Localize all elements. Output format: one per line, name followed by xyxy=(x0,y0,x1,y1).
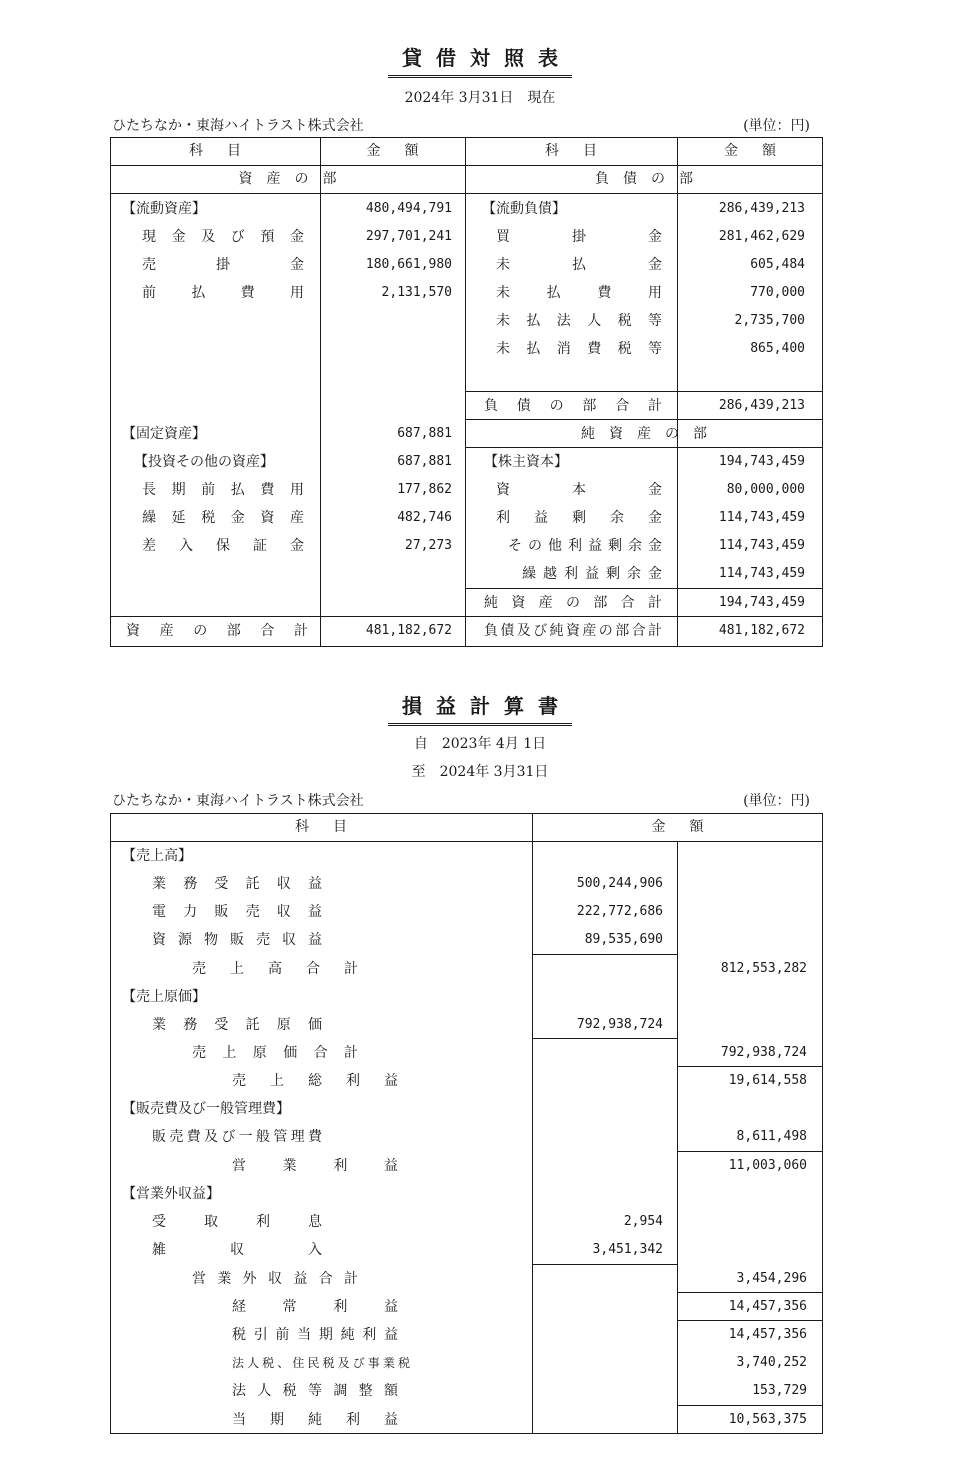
liability-row-label: 未払消費税等 xyxy=(496,341,662,357)
asset-row-label: 差入保証金 xyxy=(142,538,304,554)
net-assets-total-label: 純資産の部合計 xyxy=(484,595,662,611)
period-to: 至 2024年 3月31日 xyxy=(411,764,549,780)
asset-row-label: 現金及び預金 xyxy=(142,229,304,245)
income-tax-label: 法人税、住民税及び事業税 xyxy=(232,1356,410,1370)
net-income-amount: 10,563,375 xyxy=(728,1412,807,1427)
liability-row-label: 買掛金 xyxy=(496,229,662,245)
sales-item-label: 電力販売収益 xyxy=(152,904,322,920)
asset-row-amount: 482,746 xyxy=(397,510,452,525)
liability-row-amount: 770,000 xyxy=(750,285,805,300)
investment-assets-amount: 687,881 xyxy=(397,454,452,469)
capital-amount: 80,000,000 xyxy=(726,482,805,497)
equity-amount: 194,743,459 xyxy=(718,454,805,469)
cogs-total-label: 売上原価合計 xyxy=(192,1045,358,1061)
fixed-assets-amount: 687,881 xyxy=(397,426,452,441)
balance-sheet-date: 2024年 3月31日 現在 xyxy=(404,90,556,106)
liabilities-total-amount: 286,439,213 xyxy=(718,398,805,413)
grand-total-label: 負債及び純資産の部合計 xyxy=(484,623,662,639)
asset-row-label: 繰延税金資産 xyxy=(142,510,304,526)
bs-header-item-right: 科目 xyxy=(545,143,621,159)
tax-adjustment-amount: 153,729 xyxy=(752,1383,807,1398)
cogs-heading: 【売上原価】 xyxy=(122,989,206,1005)
sales-item-amount: 89,535,690 xyxy=(584,932,663,947)
carried-forward-label: 繰越利益剰余金 xyxy=(522,566,662,582)
pretax-income-amount: 14,457,356 xyxy=(728,1327,807,1342)
cogs-total-amount: 792,938,724 xyxy=(720,1045,807,1060)
sales-total-amount: 812,553,282 xyxy=(720,961,807,976)
other-retained-label: その他利益剰余金 xyxy=(508,538,662,554)
current-liabilities-label: 【流動負債】 xyxy=(482,201,566,217)
non-operating-item-amount: 2,954 xyxy=(623,1214,663,1229)
non-operating-item-label: 受取利息 xyxy=(152,1214,322,1230)
liability-row-amount: 865,400 xyxy=(750,341,805,356)
pl-unit-label: (単位：円) xyxy=(743,793,810,809)
sales-heading: 【売上高】 xyxy=(122,848,192,864)
equity-label: 【株主資本】 xyxy=(484,454,568,470)
grand-total-amount: 481,182,672 xyxy=(718,623,805,638)
current-liabilities-amount: 286,439,213 xyxy=(718,201,805,216)
carried-forward-amount: 114,743,459 xyxy=(718,566,805,581)
net-assets-total-amount: 194,743,459 xyxy=(718,595,805,610)
cogs-item-amount: 792,938,724 xyxy=(576,1017,663,1032)
asset-row-label: 長期前払費用 xyxy=(142,482,304,498)
operating-profit-label: 営業利益 xyxy=(232,1158,398,1174)
sga-item-label: 販売費及び一般管理費 xyxy=(152,1129,322,1145)
liability-row-amount: 2,735,700 xyxy=(734,313,805,328)
assets-total-amount: 481,182,672 xyxy=(365,623,452,638)
assets-total-label: 資産の部合計 xyxy=(126,623,308,639)
asset-row-amount: 177,862 xyxy=(397,482,452,497)
current-assets-amount: 480,494,791 xyxy=(365,201,452,216)
non-operating-item-label: 雑収入 xyxy=(152,1242,322,1258)
sales-item-label: 業務受託収益 xyxy=(152,876,322,892)
asset-row-amount: 297,701,241 xyxy=(365,229,452,244)
asset-row-label: 売掛金 xyxy=(142,257,304,273)
period-from: 自 2023年 4月 1日 xyxy=(413,736,547,752)
operating-profit-amount: 11,003,060 xyxy=(728,1158,807,1173)
retained-earnings-amount: 114,743,459 xyxy=(718,510,805,525)
bs-header-amount-right: 金額 xyxy=(724,143,800,159)
liabilities-section-heading: 負債の部 xyxy=(595,171,707,187)
non-operating-heading: 【営業外収益】 xyxy=(122,1186,220,1202)
liabilities-total-label: 負債の部合計 xyxy=(484,398,662,414)
pl-company-name: ひたちなか・東海ハイトラスト株式会社 xyxy=(112,793,364,809)
other-retained-amount: 114,743,459 xyxy=(718,538,805,553)
net-assets-section-heading: 純資産の部 xyxy=(581,426,721,442)
cogs-item-label: 業務受託原価 xyxy=(152,1017,322,1033)
non-operating-item-amount: 3,451,342 xyxy=(592,1242,663,1257)
ordinary-profit-label: 経常利益 xyxy=(232,1299,398,1315)
sga-item-amount: 8,611,498 xyxy=(736,1129,807,1144)
asset-row-amount: 2,131,570 xyxy=(381,285,452,300)
pl-header-amount: 金額 xyxy=(651,819,728,835)
sales-item-label: 資源物販売収益 xyxy=(152,932,322,948)
sga-heading: 【販売費及び一般管理費】 xyxy=(122,1101,290,1117)
non-operating-total-amount: 3,454,296 xyxy=(736,1271,807,1286)
income-tax-amount: 3,740,252 xyxy=(736,1355,807,1370)
tax-adjustment-label: 法人税等調整額 xyxy=(232,1383,398,1399)
fixed-assets-label: 【固定資産】 xyxy=(122,426,206,442)
bs-company-name: ひたちなか・東海ハイトラスト株式会社 xyxy=(112,118,364,134)
balance-sheet-title: 貸借対照表 xyxy=(0,42,960,78)
liability-row-label: 未払金 xyxy=(496,257,662,273)
asset-row-label: 前払費用 xyxy=(142,285,304,301)
liability-row-amount: 605,484 xyxy=(750,257,805,272)
sales-total-label: 売上高合計 xyxy=(192,961,358,977)
bs-unit-label: (単位：円) xyxy=(743,118,810,134)
sales-item-amount: 222,772,686 xyxy=(576,904,663,919)
gross-profit-label: 売上総利益 xyxy=(232,1073,398,1089)
capital-label: 資本金 xyxy=(496,482,662,498)
liability-row-label: 未払法人税等 xyxy=(496,313,662,329)
assets-section-heading: 資産の部 xyxy=(238,171,351,187)
non-operating-total-label: 営業外収益合計 xyxy=(192,1271,358,1287)
liability-row-label: 未払費用 xyxy=(496,285,662,301)
asset-row-amount: 180,661,980 xyxy=(365,257,452,272)
bs-header-amount-left: 金額 xyxy=(366,143,443,159)
gross-profit-amount: 19,614,558 xyxy=(728,1073,807,1088)
bs-header-item-left: 科目 xyxy=(189,143,265,159)
investment-assets-label: 【投資その他の資産】 xyxy=(134,454,274,470)
income-statement-title: 損益計算書 xyxy=(0,690,960,726)
retained-earnings-label: 利益剰余金 xyxy=(496,510,662,526)
net-income-label: 当期純利益 xyxy=(232,1412,398,1428)
pl-header-item: 科目 xyxy=(295,819,371,835)
pretax-income-label: 税引前当期純利益 xyxy=(232,1327,398,1343)
asset-row-amount: 27,273 xyxy=(405,538,452,553)
ordinary-profit-amount: 14,457,356 xyxy=(728,1299,807,1314)
current-assets-label: 【流動資産】 xyxy=(122,201,206,217)
liability-row-amount: 281,462,629 xyxy=(718,229,805,244)
sales-item-amount: 500,244,906 xyxy=(576,876,663,891)
